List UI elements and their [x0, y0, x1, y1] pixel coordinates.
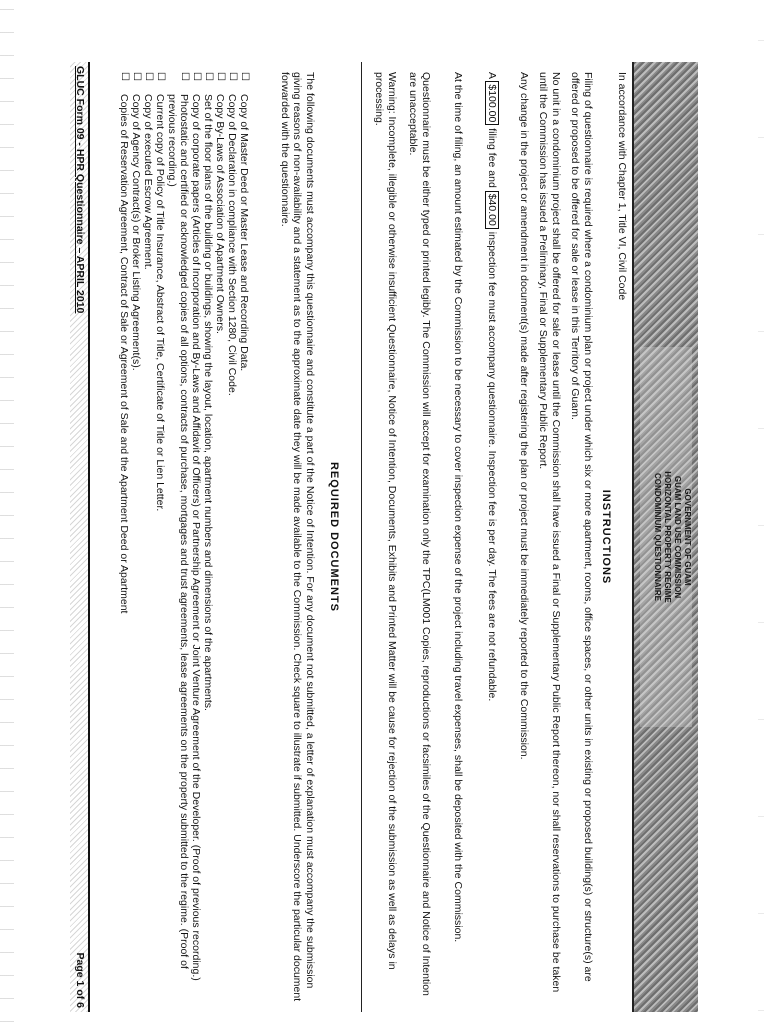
document-checkbox[interactable]: ☐	[131, 72, 142, 81]
document-checkbox[interactable]: ☐	[215, 72, 226, 81]
document-item	[154, 72, 166, 1002]
banner-line: CONDOMINIUM QUESTIONNAIRE	[653, 473, 662, 601]
fee-text: A	[486, 72, 498, 79]
questionnaire-page	[70, 62, 698, 1012]
header-banner	[632, 62, 698, 1012]
document-label: Photostatic and certified or acknowledged copies of all options, contracts of purchase, mortgages and trust agreements, lease agreements on the property submitted to the regime. (Proof of previous recording.)	[166, 94, 190, 969]
document-label: Copy of executed Escrow Agreement.	[142, 94, 154, 270]
fee-text: filing fee and	[486, 128, 498, 188]
banner-line: HORIZONTAL PROPERTY REGIME	[663, 471, 672, 603]
document-checkbox[interactable]: ☐	[155, 72, 166, 81]
inspection-fee-box: $40.00	[485, 191, 499, 229]
document-item	[238, 72, 250, 1002]
document-label: Copy of Agency Contract(s) or Broker Listing Agreement(s).	[130, 94, 142, 371]
instructions-title: INSTRUCTIONS	[600, 489, 612, 585]
banner-line: GOVERNMENT OF GUAM	[683, 488, 692, 586]
page-number: Page 1 of 6	[74, 952, 86, 1008]
document-item	[130, 72, 142, 1002]
page-footer	[70, 62, 90, 1012]
document-item	[202, 72, 214, 1002]
document-checkbox[interactable]: ☐	[227, 72, 238, 81]
document-item	[118, 72, 130, 1002]
form-name: GLUC Form 09 - HPR Questionnaire – APRIL 2010	[74, 66, 86, 314]
required-documents-list	[118, 72, 250, 1002]
required-intro: The following documents must accompany this questionnaire and constitute a part of the Notice of Intention. For any document not submitted, a letter of explanation must accompany the submission giving reasons of non-availability and a statement as to the approximate date they will be made available to the Commission. Check square to illustrate if submitted. Underscore the particular document forwarded with the questionnaire.	[279, 72, 316, 1002]
document-item	[190, 72, 202, 1002]
required-documents-title: REQUIRED DOCUMENTS	[328, 461, 340, 612]
filing-fee-box: $100.00	[485, 81, 499, 125]
chapter-reference: In accordance with Chapter 1, Title VI, Civil Code	[616, 72, 628, 301]
document-checkbox[interactable]: ☐	[179, 72, 190, 81]
instruction-paragraph: At the time of filing, an amount estimated by the Commission to be necessary to cover inspection expense of the project including travel expenses, shall be deposited with the Commission.	[452, 72, 464, 943]
document-label: Copy of Master Deed or Master Lease and Recording Data.	[238, 94, 250, 372]
document-checkbox[interactable]: ☐	[143, 72, 154, 81]
instruction-paragraph: No unit in a condominium project shall be offered for sale or lease until the Commission shall have issued a Final or Supplementary Public Report thereon, nor shall reservations to purchase be taken until the Commission has issued a Preliminary, Final or Supplementary Public Report.	[537, 72, 562, 993]
instruction-paragraph: Filing of questionnaire is required where a condominium plan or project under which six or more apartment, rooms, office spaces, or other units in existing or proposed building(s) or structure(s) are offered or proposed to be offered for sale or lease in this Territory of Guam.	[569, 72, 594, 982]
document-label: Current copy of Policy of Title Insurance, Abstract of Title, Certificate of Title or Lien Letter.	[154, 94, 166, 512]
scan-edge-right	[758, 0, 764, 1024]
instruction-paragraph: Questionnaire must be either typed or printed legibly. The Commission will accept for examination only the TPC(LM001 Copies, reproductions or facsimiles of the Questionnaire and Notice of Intention are unacceptable.	[407, 72, 432, 996]
document-checkbox[interactable]: ☐	[191, 72, 202, 81]
fee-text: inspection fee must accompany questionnaire. Inspection fee is per day. The fees are not refundable.	[486, 231, 498, 702]
document-checkbox[interactable]: ☐	[119, 72, 130, 81]
scan-edge-left	[0, 0, 14, 1024]
section-divider	[361, 62, 362, 1012]
document-label: Copy of corporate papers (Articles of Incorporation and By-Laws and Affidavit of Officers) or Partnership Agreement or Joint Venture Agreement of the Developer. (Proof of previous recording.)	[190, 94, 202, 981]
document-checkbox[interactable]: ☐	[203, 72, 214, 81]
document-label: Copy of Declaration in compliance with Section 1280, Civil Code.	[226, 94, 238, 396]
banner-seal-text	[640, 347, 692, 727]
document-item	[142, 72, 154, 1002]
warning-paragraph: Warning: Incomplete, illegible or otherwise insufficient Questionnaire, Notice of Intention, Documents, Exhibits and Printed Matter will be cause for rejection of the submission as well as delays in processing.	[373, 72, 398, 970]
document-label: Copies of Reservation Agreement, Contract of Sale or Agreement of Sale and the Apartment Deed or Apartment	[118, 94, 130, 614]
document-checkbox[interactable]: ☐	[239, 72, 250, 81]
document-item	[166, 72, 190, 1002]
document-label: Copy By-Laws of Association of Apartment Owners.	[214, 94, 226, 334]
rotated-page-container	[70, 62, 698, 1012]
document-item	[226, 72, 238, 1002]
document-label: Set of the floor plans of the building or buildings, showing the layout, location, apartment numbers and dimensions of the apartments.	[202, 94, 214, 711]
instruction-paragraph: Any change in the project or amendment in document(s) made after registering the plan or project must be immediately reported to the Commission.	[518, 72, 530, 760]
fee-paragraph	[486, 72, 499, 1002]
document-item	[214, 72, 226, 1002]
banner-line: GUAM LAND USE COMMISSION	[673, 475, 682, 599]
